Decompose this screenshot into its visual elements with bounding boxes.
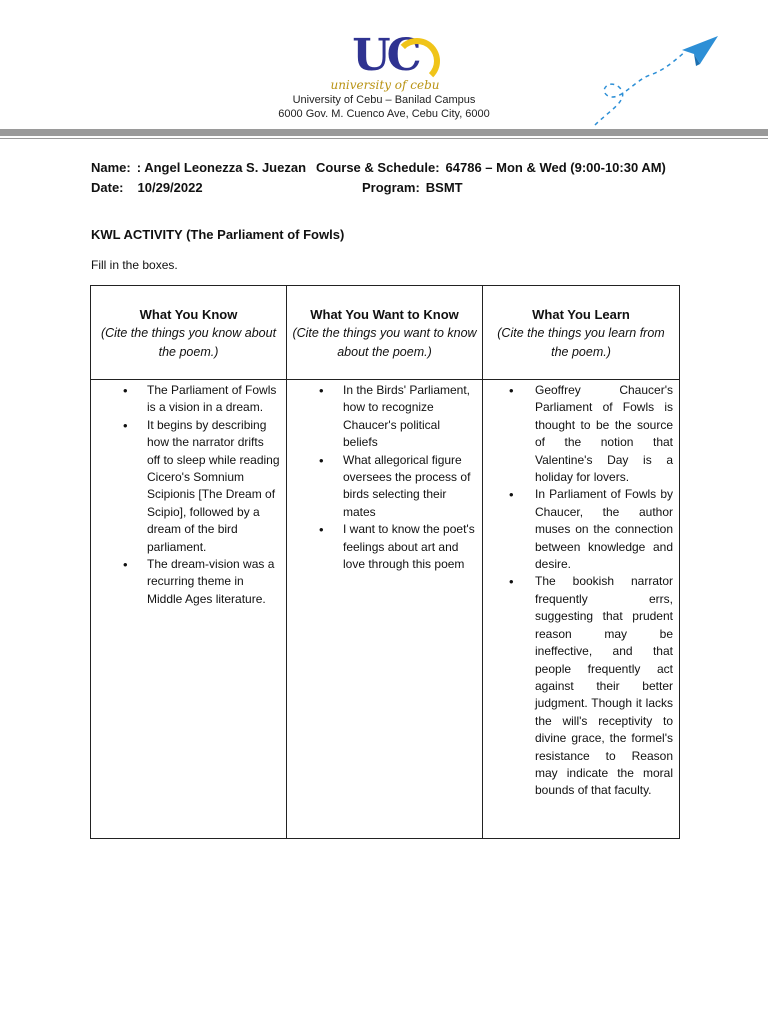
date-label: Date: — [91, 180, 124, 195]
know-cell — [91, 380, 287, 839]
want-header — [287, 286, 483, 380]
learn-header — [483, 286, 680, 380]
logo-letters: UC — [352, 30, 418, 81]
program-value: BSMT — [425, 180, 463, 195]
program-label: Program: — [362, 180, 420, 195]
kwl-header-row — [91, 286, 680, 380]
kwl-table — [90, 285, 680, 839]
course-row — [316, 160, 666, 175]
list-item: • Geoffrey Chaucer's Parliament of Fowls is thought to be the source of the notion that Valentine's Day is a holiday for lovers. — [483, 382, 673, 486]
name-value: : Angel Leonezza S. Juezan — [136, 160, 307, 175]
list-item: • It begins by describing how the narrator drifts off to sleep while reading Cicero's Somnium Scipionis [The Dream of Scipio], followed by a dream of the bird parliament. — [91, 417, 280, 556]
learn-heading: What You Learn — [532, 307, 630, 322]
list-item: • The bookish narrator frequently errs, suggesting that prudent reason may be ineffective, and that people frequently act against their better judgment. Though it lacks the will's receptivity to divine grace, the formel's resistance to Reason may indicate the moral bounds of that faculty. — [483, 573, 673, 799]
know-header — [91, 286, 287, 380]
header-divider-line — [0, 138, 768, 139]
name-label: Name: — [91, 160, 131, 175]
learn-cell — [483, 380, 680, 839]
learn-list — [483, 382, 673, 800]
list-item: • In Parliament of Fowls by Chaucer, the author muses on the connection between knowledge and desire. — [483, 486, 673, 573]
know-heading: What You Know — [139, 307, 238, 322]
program-row — [362, 180, 463, 195]
list-item: • The dream-vision was a recurring theme in Middle Ages literature. — [91, 556, 280, 608]
course-label: Course & Schedule: — [316, 160, 440, 175]
list-item: • In the Birds' Parliament, how to recognize Chaucer's political beliefs — [287, 382, 476, 452]
activity-title: KWL ACTIVITY (The Parliament of Fowls) — [91, 227, 345, 242]
campus-address: 6000 Gov. M. Cuenco Ave, Cebu City, 6000 — [278, 108, 490, 120]
date-value: 10/29/2022 — [137, 180, 203, 195]
want-cell — [287, 380, 483, 839]
instruction-text: Fill in the boxes. — [91, 258, 178, 272]
know-list — [91, 382, 280, 608]
want-heading: What You Want to Know — [310, 307, 459, 322]
course-value: 64786 – Mon & Wed (9:00-10:30 AM) — [445, 160, 666, 175]
date-row — [91, 180, 203, 195]
list-item: • What allegorical figure oversees the process of birds selecting their mates — [287, 452, 476, 522]
kwl-body-row — [91, 380, 680, 839]
header-divider — [0, 129, 768, 136]
list-item: • I want to know the poet's feelings about art and love through this poem — [287, 521, 476, 573]
logo-subtitle: university of cebu — [330, 78, 440, 92]
learn-subheading: (Cite the things you learn from the poem.) — [497, 326, 665, 359]
university-logo — [330, 30, 440, 94]
list-item: • The Parliament of Fowls is a vision in a dream. — [91, 382, 280, 417]
want-subheading: (Cite the things you want to know about the poem.) — [292, 326, 477, 359]
campus-name: University of Cebu – Banilad Campus — [292, 94, 476, 106]
know-subheading: (Cite the things you know about the poem.) — [100, 326, 277, 359]
student-name-row — [91, 160, 306, 175]
want-list — [287, 382, 476, 573]
